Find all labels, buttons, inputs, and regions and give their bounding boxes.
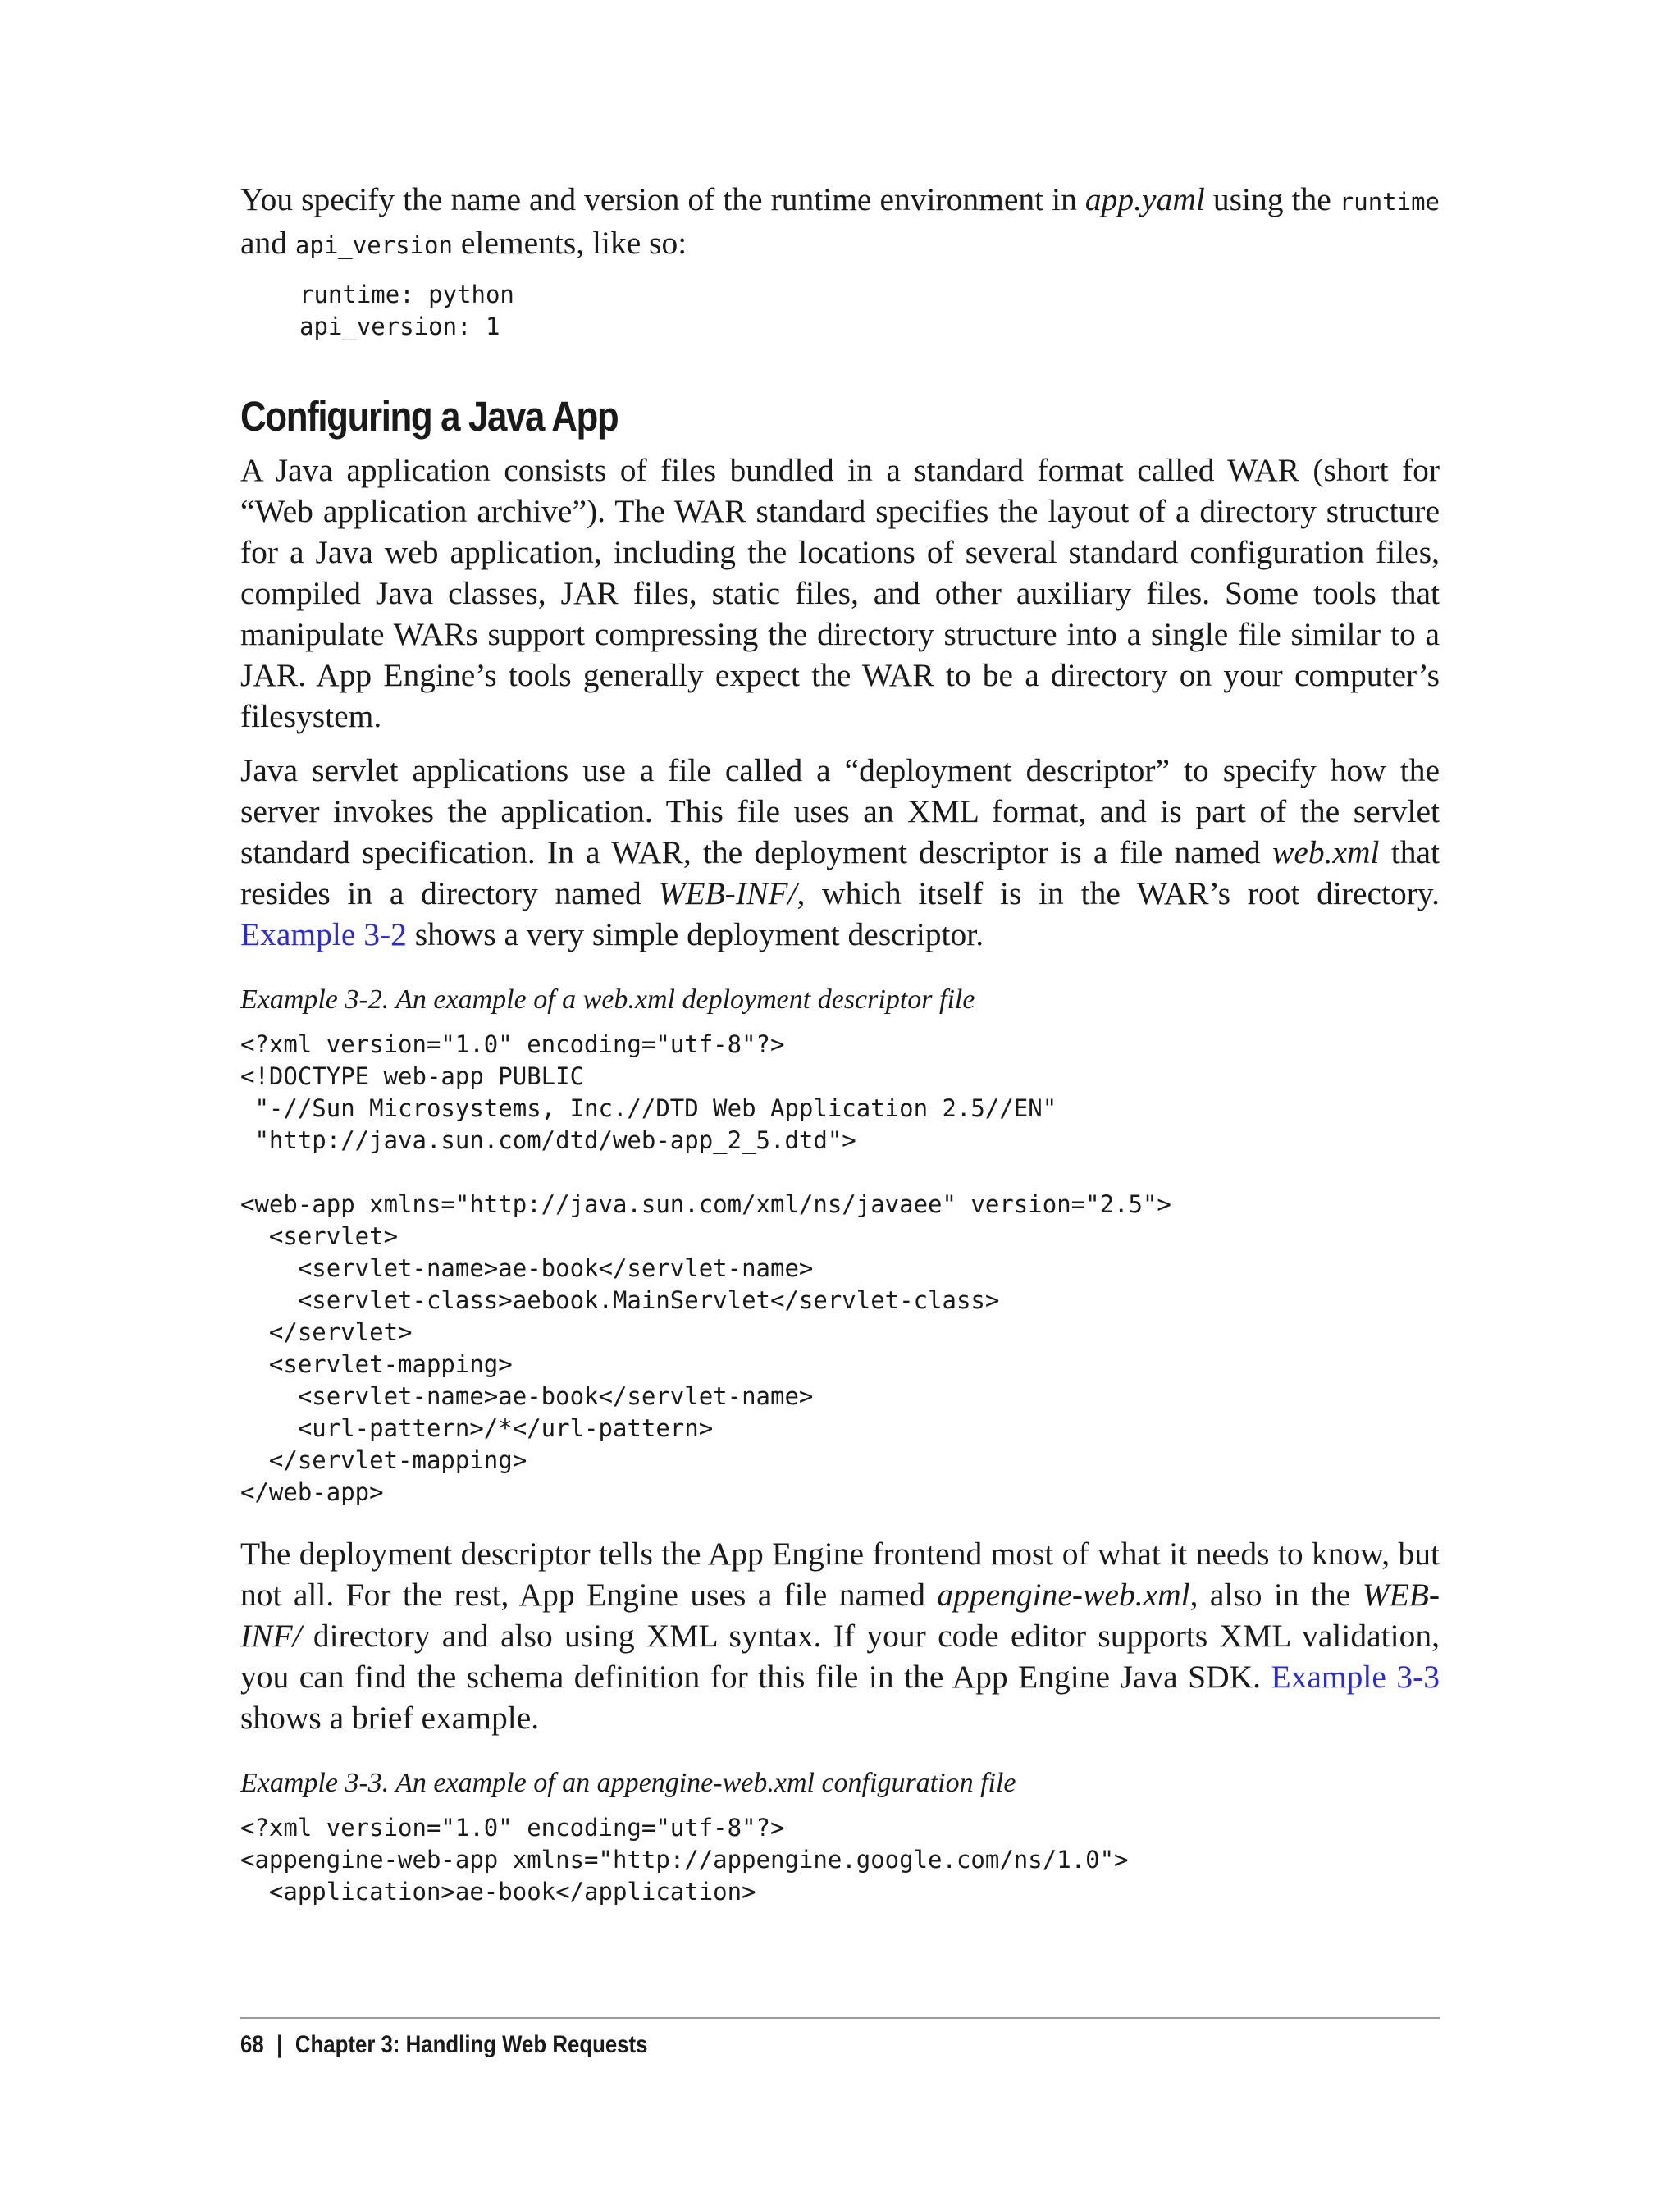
intro-text: You specify the name and version of the runtime environment in: [240, 181, 1085, 217]
example-3-3-caption: Example 3-3. An example of an appengine-web.xml configuration file: [240, 1768, 1016, 1798]
paragraph-text: Java servlet applications use a file called a “deployment descriptor” to specify how the server invokes the application. This file uses an XML format, and is part of the servlet standard specification. In a WAR, the deployment descriptor is a file named: [240, 752, 1440, 870]
appengine-web-xml-filename: appengine-web.xml: [937, 1577, 1190, 1613]
page-content: [240, 172, 1440, 1908]
paragraph-text: that resides in a directory named: [240, 834, 1440, 911]
paragraph-text: shows a brief example.: [240, 1700, 540, 1736]
example-3-2-link[interactable]: Example 3-2: [240, 916, 407, 952]
web-inf-dirname: WEB-INF/: [658, 875, 797, 911]
example-3-3-link[interactable]: Example 3-3: [1271, 1659, 1440, 1695]
runtime-code-block: runtime: python api_version: 1: [299, 281, 514, 340]
appengine-web-xml-paragraph: [240, 1533, 1440, 1738]
footer-rule: [240, 2017, 1440, 2019]
chapter-title: Chapter 3: Handling Web Requests: [294, 2031, 648, 2058]
intro-paragraph: [240, 179, 1440, 266]
web-xml-filename: web.xml: [1272, 834, 1380, 870]
example-3-2-code: <?xml version="1.0" encoding="utf-8"?> <!DOCTYPE web-app PUBLIC "-//Sun Microsystems, Inc.//DTD Web Application 2.5//EN" "http://java.sun.com/dtd/web-app_2_5.dtd"> <web-app xmlns="http://java.sun.com/xml/ns/javaee" version="2.5"> <servlet> <servlet-name>ae-book</servlet-name> <servlet-class>aebook.MainServlet</servlet-class> </servlet> <servlet-mapping> <servlet-name>ae-book</servlet-name> <url-pattern>/*</url-pattern> </servlet-mapping> </web-app>: [240, 1030, 1171, 1506]
app-yaml-filename: app.yaml: [1084, 181, 1205, 217]
intro-text: using the: [1204, 181, 1340, 217]
deployment-descriptor-paragraph: [240, 750, 1440, 955]
runtime-code: runtime: [1339, 188, 1440, 216]
paragraph-text: shows a very simple deployment descriptor.: [406, 916, 984, 952]
example-3-2-caption: Example 3-2. An example of a web.xml deployment descriptor file: [240, 984, 975, 1015]
section-heading: Configuring a Java App: [240, 393, 619, 440]
page-footer: [240, 2031, 647, 2059]
paragraph-text: directory and also using XML syntax. If your code editor supports XML validation, you can find the schema definition for this file in the App Engine Java SDK.: [240, 1618, 1440, 1695]
api-version-code: api_version: [294, 231, 453, 259]
footer-separator: |: [276, 2031, 283, 2058]
war-paragraph: A Java application consists of files bundled in a standard format called WAR (short for “Web application archive”). The WAR standard specifies the layout of a directory structure for a Java web application, including the locations of several standard configuration files, compiled Java classes, JAR files, static files, and other auxiliary files. Some tools that manipulate WARs support compressing the directory structure into a single file similar to a JAR. App Engine’s tools generally expect the WAR to be a directory on your computer’s filesystem.: [240, 452, 1440, 734]
page-number: 68: [240, 2031, 264, 2058]
web-inf-dirname: WEB-INF/: [240, 1577, 1440, 1654]
paragraph-text: , which itself is in the WAR’s root directory.: [797, 875, 1440, 911]
intro-text: and: [240, 225, 295, 261]
example-3-3-code: <?xml version="1.0" encoding="utf-8"?> <appengine-web-app xmlns="http://appengine.google.com/ns/1.0"> <application>ae-book</application>: [240, 1814, 1129, 1906]
intro-text: elements, like so:: [452, 225, 687, 261]
paragraph-text: The deployment descriptor tells the App Engine frontend most of what it needs to know, but not all. For the rest, App Engine uses a file named: [240, 1536, 1440, 1613]
paragraph-text: , also in the: [1189, 1577, 1363, 1613]
